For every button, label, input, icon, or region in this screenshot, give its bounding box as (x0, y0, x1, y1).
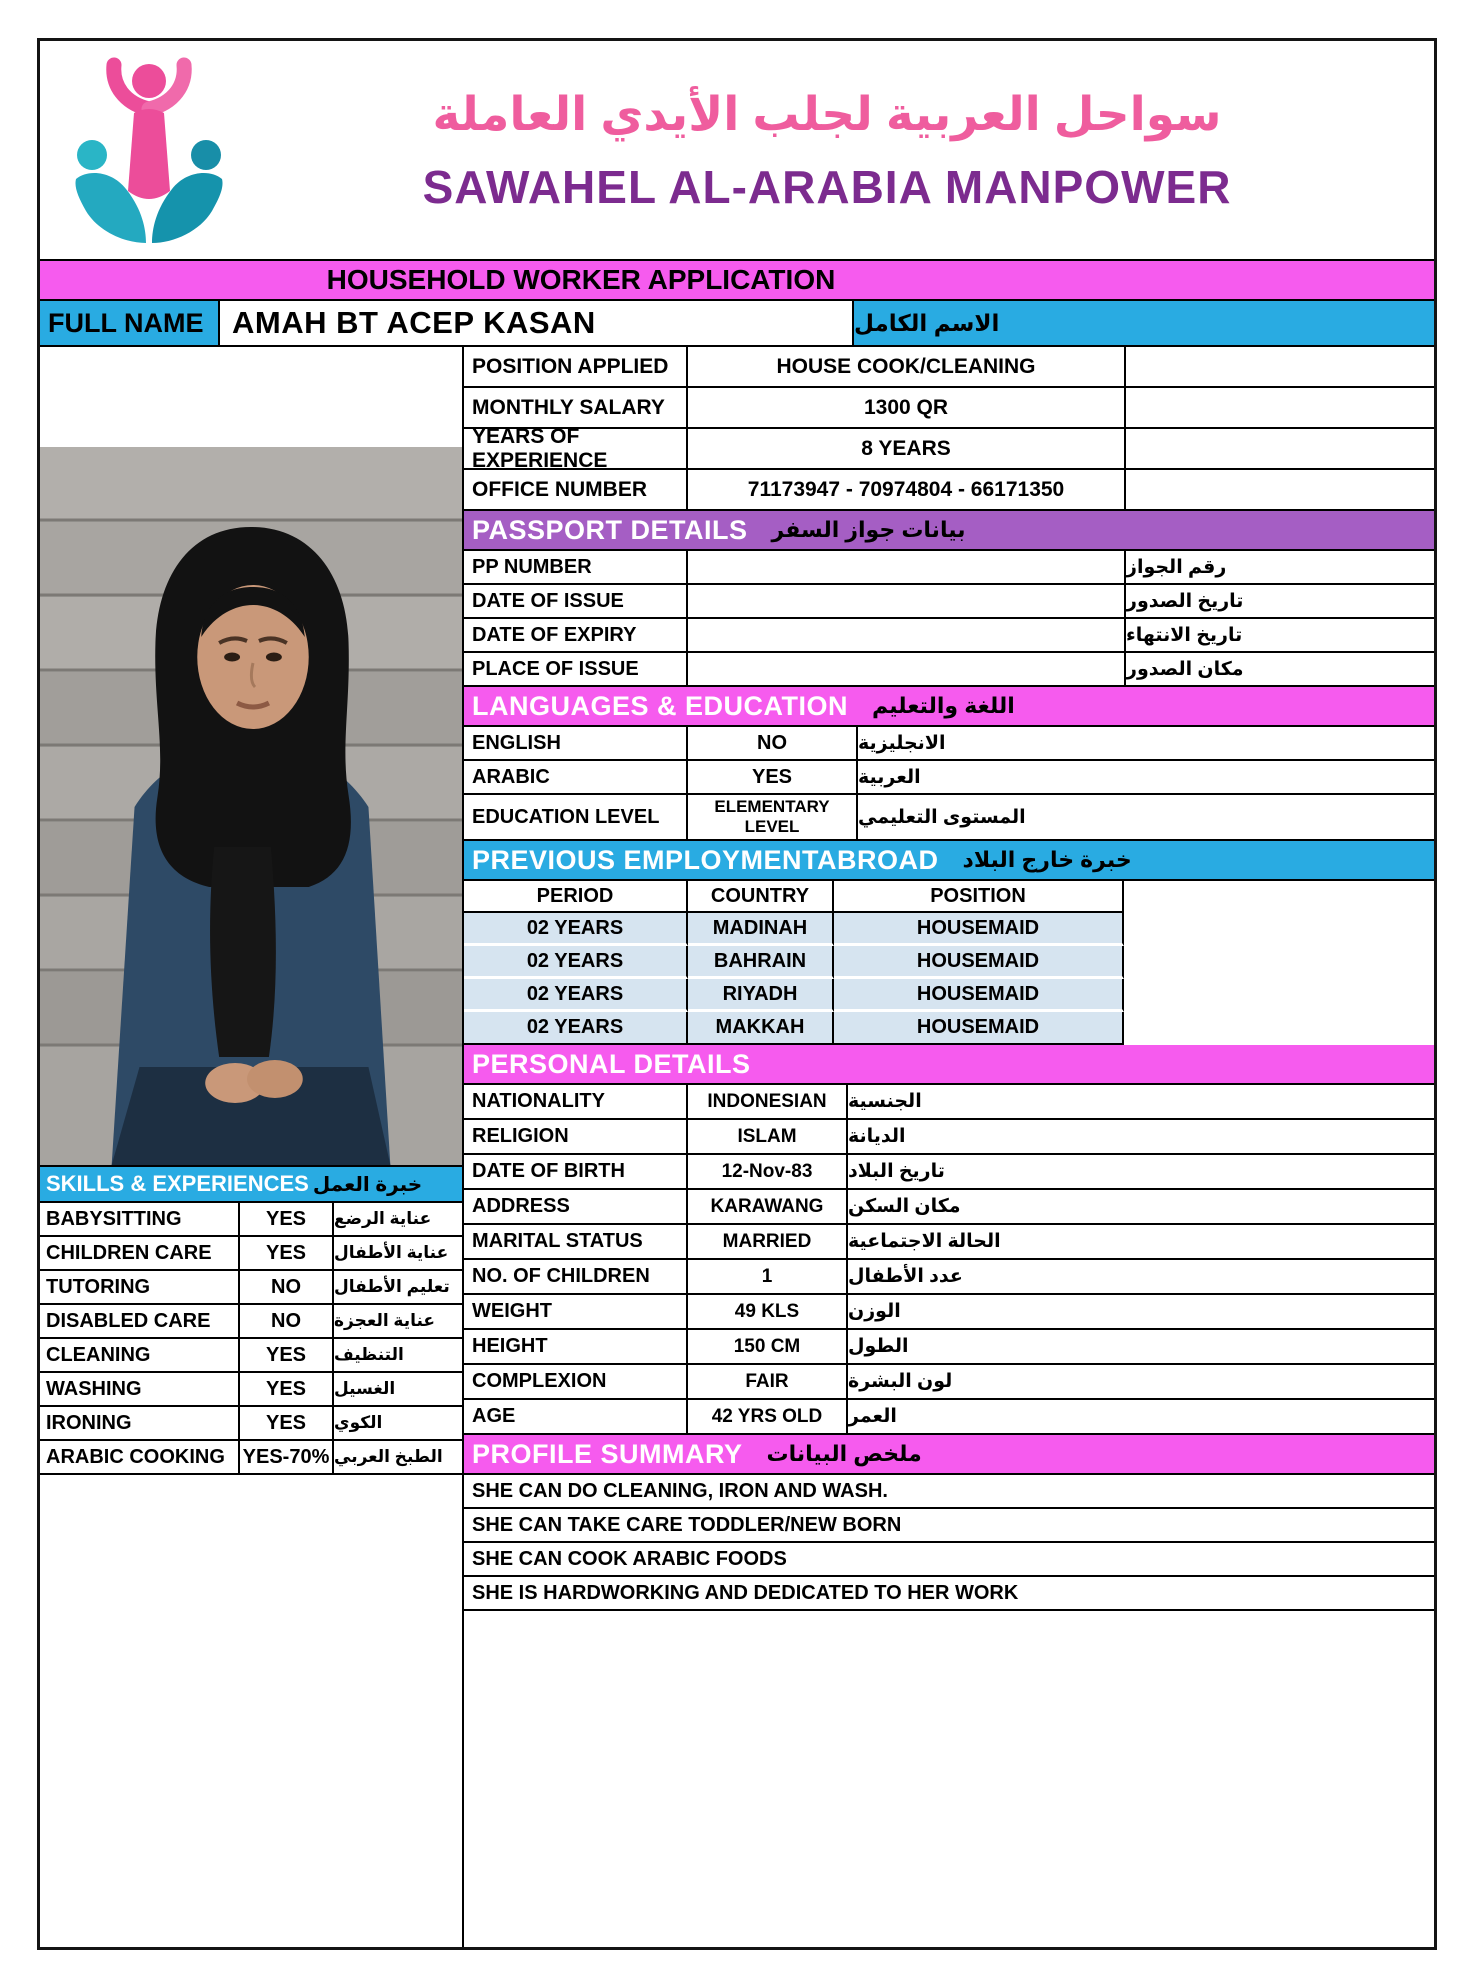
skills-title: SKILLS & EXPERIENCES (46, 1171, 309, 1196)
field-label: ARABIC (464, 761, 688, 793)
field-label: ADDRESS (464, 1190, 688, 1223)
form-body (40, 347, 1434, 1947)
field-value: MARRIED (688, 1225, 848, 1258)
field-label: RELIGION (464, 1120, 688, 1153)
skill-label: ARABIC COOKING (46, 1445, 225, 1468)
field-label-arabic: رقم الجواز (1126, 556, 1227, 578)
language-row (464, 727, 1434, 761)
field-label-arabic: مكان الصدور (1126, 658, 1244, 680)
application-row (464, 388, 1434, 429)
skills-section-banner (40, 1165, 462, 1203)
skill-row (40, 1339, 462, 1373)
employment-position: HOUSEMAID (834, 979, 1124, 1012)
field-label: COMPLEXION (464, 1365, 688, 1398)
field-label-arabic: عدد الأطفال (848, 1266, 963, 1287)
field-label-arabic: الوزن (848, 1301, 901, 1322)
field-label-arabic: تاريخ الانتهاء (1126, 624, 1243, 646)
personal-section-banner (464, 1045, 1434, 1085)
company-titles (244, 86, 1420, 214)
field-label: NO. OF CHILDREN (464, 1260, 688, 1293)
employment-period: 02 YEARS (464, 1012, 688, 1045)
employment-country: RIYADH (688, 979, 834, 1012)
skill-label-arabic: عناية الأطفال (334, 1243, 449, 1262)
field-label: MONTHLY SALARY (464, 388, 688, 427)
field-value: 8 YEARS (688, 429, 1126, 468)
personal-row (464, 1120, 1434, 1155)
application-form (37, 38, 1437, 1950)
field-value: 71173947 - 70974804 - 66171350 (688, 470, 1126, 509)
company-name-arabic: سواحل العربية لجلب الأيدي العاملة (432, 87, 1222, 140)
personal-row (464, 1155, 1434, 1190)
skill-label-arabic: عناية العجزة (334, 1311, 436, 1330)
passport-row (464, 653, 1434, 687)
application-row (464, 424, 1434, 472)
skill-label: BABYSITTING (46, 1207, 182, 1230)
field-value: 1 (688, 1260, 848, 1293)
summary-line: SHE CAN DO CLEANING, IRON AND WASH. (464, 1475, 1434, 1509)
skill-value: NO (238, 1305, 334, 1337)
passport-row (464, 585, 1434, 619)
personal-row (464, 1330, 1434, 1365)
field-value: YES (688, 761, 858, 793)
field-value (688, 551, 1126, 583)
field-label: DATE OF BIRTH (464, 1155, 688, 1188)
field-label: OFFICE NUMBER (464, 470, 688, 509)
right-column-filler (464, 1611, 1434, 1947)
field-label-arabic: تاريخ البلاد (848, 1161, 945, 1182)
skill-row (40, 1203, 462, 1237)
passport-title-arabic: بيانات جواز السفر (771, 517, 966, 542)
field-label-arabic: لون البشرة (848, 1371, 953, 1392)
skill-label-arabic: عناية الرضع (334, 1209, 432, 1228)
employment-row (464, 946, 1434, 979)
personal-row (464, 1260, 1434, 1295)
field-label-arabic: الجنسية (848, 1091, 922, 1112)
photo-spacer (40, 347, 462, 447)
summary-line: SHE CAN TAKE CARE TODDLER/NEW BORN (464, 1509, 1434, 1543)
field-label: DATE OF ISSUE (464, 585, 688, 617)
field-label-arabic: الانجليزية (858, 732, 946, 754)
employment-row (464, 913, 1434, 946)
column-header: COUNTRY (688, 881, 834, 913)
personal-row (464, 1365, 1434, 1400)
field-value: 150 CM (688, 1330, 848, 1363)
skill-value: YES (238, 1339, 334, 1371)
field-label: YEARS OF EXPERIENCE (464, 429, 688, 468)
field-label-arabic: المستوى التعليمي (858, 806, 1026, 828)
application-row (464, 470, 1434, 511)
company-name-latin: SAWAHEL AL-ARABIA MANPOWER (422, 161, 1232, 213)
passport-row (464, 619, 1434, 653)
field-value: KARAWANG (688, 1190, 848, 1223)
field-label-arabic: تاريخ الصدور (1126, 590, 1244, 612)
skill-row (40, 1271, 462, 1305)
field-value (688, 619, 1126, 651)
employment-country: MADINAH (688, 913, 834, 946)
employment-country: BAHRAIN (688, 946, 834, 979)
skill-label-arabic: الغسيل (334, 1379, 396, 1398)
field-value: FAIR (688, 1365, 848, 1398)
language-row (464, 761, 1434, 795)
employment-period: 02 YEARS (464, 913, 688, 946)
field-label: POSITION APPLIED (464, 347, 688, 386)
field-label-arabic: مكان السكن (848, 1196, 961, 1217)
employment-position: HOUSEMAID (834, 1012, 1124, 1045)
skill-label: DISABLED CARE (46, 1309, 211, 1332)
application-row (464, 347, 1434, 388)
full-name-label: FULL NAME (40, 301, 220, 345)
personal-row (464, 1190, 1434, 1225)
field-value: 12-Nov-83 (688, 1155, 848, 1188)
profile-section-banner (464, 1435, 1434, 1475)
skill-label-arabic: الطبخ العربي (334, 1447, 443, 1466)
personal-row (464, 1225, 1434, 1260)
skill-label-arabic: التنظيف (334, 1345, 404, 1364)
field-label: MARITAL STATUS (464, 1225, 688, 1258)
field-label: PP NUMBER (464, 551, 688, 583)
employment-section-banner (464, 841, 1434, 881)
field-value (688, 585, 1126, 617)
skill-label: TUTORING (46, 1275, 151, 1298)
right-column (464, 347, 1434, 1947)
skill-value: YES (238, 1373, 334, 1405)
skill-label-arabic: الكوي (334, 1413, 383, 1432)
field-label-arabic: الحالة الاجتماعية (848, 1231, 1001, 1252)
applicant-photo (40, 447, 462, 1165)
field-label-arabic: العمر (848, 1406, 897, 1427)
field-label: DATE OF EXPIRY (464, 619, 688, 651)
field-value: INDONESIAN (688, 1085, 848, 1118)
field-value: 1300 QR (688, 388, 1126, 427)
field-label: NATIONALITY (464, 1085, 688, 1118)
field-value: ELEMENTARY LEVEL (688, 795, 858, 839)
full-name-value: AMAH BT ACEP KASAN (232, 305, 596, 340)
field-value: 42 YRS OLD (688, 1400, 848, 1433)
full-name-label-arabic: الاسم الكامل (852, 301, 1434, 345)
employment-period: 02 YEARS (464, 979, 688, 1012)
employment-title: PREVIOUS EMPLOYMENTABROAD (472, 844, 939, 875)
personal-row (464, 1295, 1434, 1330)
skill-label-arabic: تعليم الأطفال (334, 1277, 450, 1296)
skill-label: IRONING (46, 1411, 132, 1434)
field-value (688, 653, 1126, 685)
skill-value: YES (238, 1237, 334, 1269)
field-label-arabic: العربية (858, 766, 921, 788)
skill-row (40, 1305, 462, 1339)
company-logo-icon (54, 51, 244, 249)
left-column-filler (40, 1475, 462, 1947)
skill-row (40, 1237, 462, 1271)
passport-title: PASSPORT DETAILS (472, 514, 748, 545)
form-header (40, 41, 1434, 259)
skill-value: YES (238, 1407, 334, 1439)
field-label: WEIGHT (464, 1295, 688, 1328)
field-label-arabic: الطول (848, 1336, 909, 1357)
personal-row (464, 1400, 1434, 1435)
languages-title-arabic: اللغة والتعليم (872, 693, 1015, 718)
employment-country: MAKKAH (688, 1012, 834, 1045)
languages-title: LANGUAGES & EDUCATION (472, 690, 849, 721)
employment-position: HOUSEMAID (834, 946, 1124, 979)
field-value: HOUSE COOK/CLEANING (688, 347, 1126, 386)
skill-label: WASHING (46, 1377, 142, 1400)
column-header: POSITION (834, 881, 1124, 913)
skill-label: CHILDREN CARE (46, 1241, 212, 1264)
skill-value: NO (238, 1271, 334, 1303)
languages-section-banner (464, 687, 1434, 727)
application-title-banner: HOUSEHOLD WORKER APPLICATION (40, 259, 1434, 301)
summary-line: SHE CAN COOK ARABIC FOODS (464, 1543, 1434, 1577)
field-value: ISLAM (688, 1120, 848, 1153)
column-header: PERIOD (464, 881, 688, 913)
skill-row (40, 1407, 462, 1441)
field-label: AGE (464, 1400, 688, 1433)
field-label-arabic: الديانة (848, 1126, 906, 1147)
profile-title-arabic: ملخص البيانات (766, 1441, 922, 1466)
profile-title: PROFILE SUMMARY (472, 1438, 743, 1469)
education-row (464, 795, 1434, 841)
skill-label: CLEANING (46, 1343, 151, 1366)
skill-value: YES (238, 1203, 334, 1235)
employment-row (464, 1012, 1434, 1045)
skills-title-arabic: خبرة العمل (312, 1173, 423, 1196)
field-label: PLACE OF ISSUE (464, 653, 688, 685)
passport-section-banner (464, 511, 1434, 551)
skill-row (40, 1441, 462, 1475)
field-label: HEIGHT (464, 1330, 688, 1363)
field-value: NO (688, 727, 858, 759)
employment-header-row (464, 881, 1434, 913)
employment-row (464, 979, 1434, 1012)
employment-position: HOUSEMAID (834, 913, 1124, 946)
full-name-row (40, 301, 1434, 347)
skill-row (40, 1373, 462, 1407)
passport-row (464, 551, 1434, 585)
employment-period: 02 YEARS (464, 946, 688, 979)
left-column (40, 347, 464, 1947)
field-label: ENGLISH (464, 727, 688, 759)
summary-line: SHE IS HARDWORKING AND DEDICATED TO HER WORK (464, 1577, 1434, 1611)
skill-value: YES-70% (238, 1441, 334, 1473)
personal-title: PERSONAL DETAILS (472, 1048, 751, 1079)
employment-title-arabic: خبرة خارج البلاد (962, 847, 1132, 872)
field-label: EDUCATION LEVEL (464, 795, 688, 839)
personal-row (464, 1085, 1434, 1120)
field-value: 49 KLS (688, 1295, 848, 1328)
